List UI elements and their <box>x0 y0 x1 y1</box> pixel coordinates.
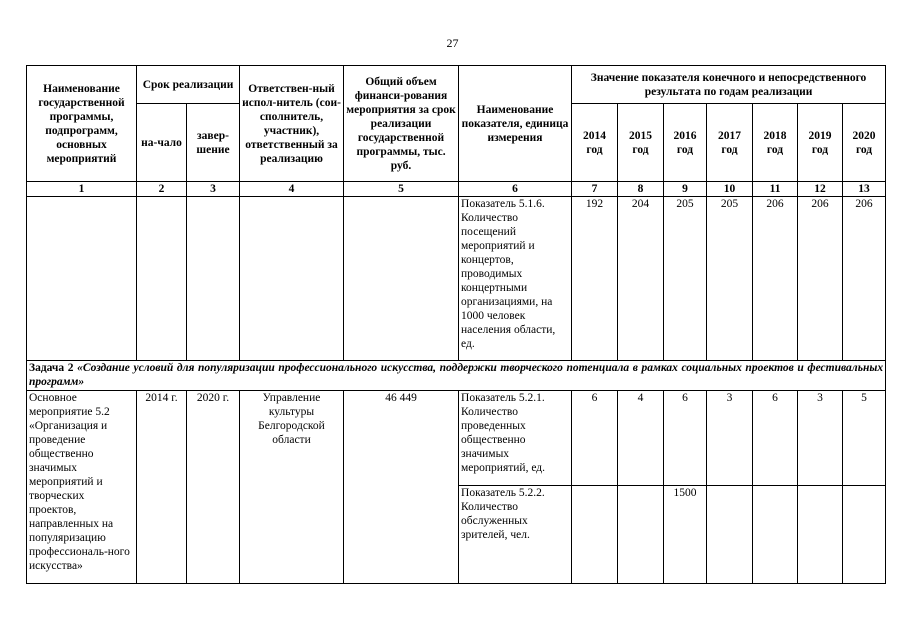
header-year: 2018 год <box>753 104 798 182</box>
header-year: 2014 год <box>572 104 618 182</box>
value-cell <box>798 486 843 584</box>
indicator-5-2-2: Показатель 5.2.2. Количество обслуженных зрителей, чел. <box>459 486 572 584</box>
header-end: завер-шение <box>187 104 240 182</box>
value-cell: 205 <box>664 197 707 361</box>
col-number: 4 <box>240 182 344 197</box>
measure-funding: 46 449 <box>344 391 459 584</box>
task-2 <box>27 361 886 391</box>
header-values: Значение показателя конечного и непосредственного результата по годам реализации <box>572 66 886 104</box>
column-number-row <box>27 182 886 197</box>
measure-executor: Управление культуры Белгородской области <box>240 391 344 584</box>
header-year: 2019 год <box>798 104 843 182</box>
value-cell <box>843 486 886 584</box>
value-cell: 6 <box>572 391 618 486</box>
measure-5-2-name: Основное мероприятие 5.2 «Организация и проведение общественно значимых мероприятий и творческих проектов, направленных на популяризацию профессиональ-ного искусства» <box>27 391 137 584</box>
table-row <box>27 197 886 361</box>
value-cell: 6 <box>753 391 798 486</box>
header-col1: Наименование государственной программы, подпрограмм, основных мероприятий <box>27 66 137 182</box>
measure-end: 2020 г. <box>187 391 240 584</box>
value-cell: 206 <box>798 197 843 361</box>
header-start: на-чало <box>137 104 187 182</box>
col-number: 1 <box>27 182 137 197</box>
col-number: 2 <box>137 182 187 197</box>
task-row <box>27 361 886 391</box>
value-cell: 5 <box>843 391 886 486</box>
header-term: Срок реализации <box>137 66 240 104</box>
value-cell: 205 <box>707 197 753 361</box>
measure-start: 2014 г. <box>137 391 187 584</box>
col-number: 9 <box>664 182 707 197</box>
col-number: 12 <box>798 182 843 197</box>
header-year: 2020 год <box>843 104 886 182</box>
col-number: 11 <box>753 182 798 197</box>
task-2-text: «Создание условий для популяризации профессионального искусства, поддержки творческого потенциала в рамках социальных проектов и фестивальных программ» <box>29 362 884 388</box>
task-2-prefix: Задача 2 <box>29 362 74 374</box>
value-cell <box>618 486 664 584</box>
value-cell: 192 <box>572 197 618 361</box>
value-cell: 204 <box>618 197 664 361</box>
indicator-5-2-1: Показатель 5.2.1. Количество проведенных общественно значимых мероприятий, ед. <box>459 391 572 486</box>
header-year: 2017 год <box>707 104 753 182</box>
indicator-5-1-6: Показатель 5.1.6. Количество посещений мероприятий и концертов, проводимых концертными организациями, на 1000 человек населения области, ед. <box>459 197 572 361</box>
col-number: 10 <box>707 182 753 197</box>
value-cell <box>707 486 753 584</box>
col-number: 6 <box>459 182 572 197</box>
col-number: 3 <box>187 182 240 197</box>
value-cell <box>753 486 798 584</box>
page-number: 27 <box>446 36 459 50</box>
value-cell: 1500 <box>664 486 707 584</box>
header-year: 2015 год <box>618 104 664 182</box>
col-number: 8 <box>618 182 664 197</box>
col-number: 13 <box>843 182 886 197</box>
header-col5: Общий объем финанси-рования мероприятия за срок реализации государственной программы, тыс. руб. <box>344 66 459 182</box>
value-cell: 6 <box>664 391 707 486</box>
value-cell <box>572 486 618 584</box>
col-number: 5 <box>344 182 459 197</box>
table-row <box>27 391 886 486</box>
value-cell: 206 <box>843 197 886 361</box>
header-col4: Ответствен-ный испол-нитель (сои-сполнитель, участник), ответственный за реализацию <box>240 66 344 182</box>
header-col6: Наименование показателя, единица измерения <box>459 66 572 182</box>
indicator-table <box>26 65 886 584</box>
value-cell: 3 <box>707 391 753 486</box>
value-cell: 206 <box>753 197 798 361</box>
value-cell: 3 <box>798 391 843 486</box>
header-year: 2016 год <box>664 104 707 182</box>
value-cell: 4 <box>618 391 664 486</box>
col-number: 7 <box>572 182 618 197</box>
